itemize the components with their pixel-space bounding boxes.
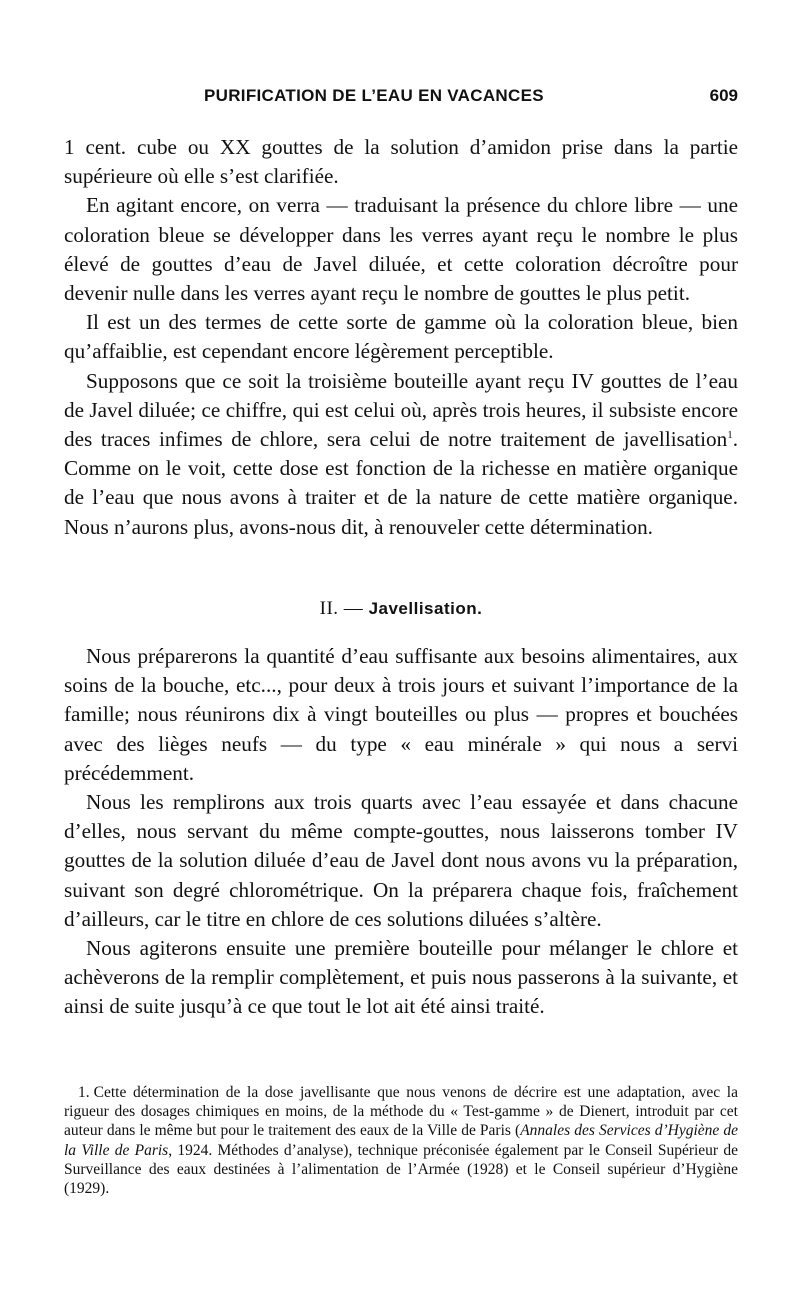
- footnote: [64, 1083, 738, 1198]
- paragraph-4-part-b: . Comme on le voit, cette dose est fonction de la richesse en matière organique de l’eau que nous avons à traiter et de la nature de cette matière organique. Nous n’aurons plus, avons-nous dit, à renouveler cette détermination.: [64, 427, 738, 539]
- running-header: [64, 86, 744, 116]
- footnote-citation: Annales des Services d’Hygiène de la Ville de Paris: [64, 1122, 738, 1159]
- section-title: Javellisation.: [368, 599, 483, 618]
- footnote-text-b: , 1924. Méthodes d’analyse), technique préconisée également par le Conseil Supérieur de Surveillance des eaux destinées à l’alimentation de l’Armée (1928) et le Conseil supérieur d’Hygiène (1929).: [64, 1141, 738, 1198]
- running-title: PURIFICATION DE L’EAU EN VACANCES: [204, 86, 544, 105]
- paragraph-7: Nous agiterons ensuite une première bouteille pour mélanger le chlore et achèverons de la remplir complètement, et puis nous passerons à la suivante, et ainsi de suite jusqu’à ce que tout le lot ait été ainsi traité.: [64, 936, 738, 1019]
- paragraph-2: En agitant encore, on verra — traduisant la présence du chlore libre — une coloration bleue se développer dans les verres ayant reçu le nombre le plus élevé de gouttes d’eau de Javel diluée, et cette coloration décroître pour devenir nulle dans les verres ayant reçu le nombre de gouttes le plus petit.: [64, 193, 738, 306]
- body-text-section-1: [64, 133, 738, 542]
- paragraph-4: [64, 367, 738, 542]
- footnote-reference: 1: [727, 428, 733, 441]
- paragraph-5: Nous préparerons la quantité d’eau suffisante aux besoins alimentaires, aux soins de la bouche, etc..., pour deux à trois jours et suivant l’importance de la famille; nous réunirons dix à vingt bouteilles ou plus — propres et bouchées avec des lièges neufs — du type « eau minérale » qui nous a servi précédemment.: [64, 644, 738, 785]
- footnote-mark: 1.: [78, 1084, 90, 1101]
- section-number: II. —: [319, 598, 364, 619]
- body-text-section-2: [64, 642, 738, 1022]
- paragraph-3: Il est un des termes de cette sorte de gamme où la coloration bleue, bien qu’affaiblie, est cependant encore légèrement perceptible.: [64, 310, 738, 364]
- section-heading: [64, 598, 738, 620]
- paragraph-4-part-a: Supposons que ce soit la troisième bouteille ayant reçu IV gouttes de l’eau de Javel diluée; ce chiffre, qui est celui où, après trois heures, il subsiste encore des traces infimes de chlore, sera celui de notre traitement de javellisation: [64, 368, 738, 452]
- footnote-text-a: Cette détermination de la dose javellisante que nous venons de décrire est une adaptation, avec la rigueur des dosages chimiques en moins, de la méthode du « Test-gamme » de Dienert, introduit par cet auteur dans le même but pour le traitement des eaux de la Ville de Paris (: [64, 1084, 738, 1140]
- paragraph-1: 1 cent. cube ou XX gouttes de la solution d’amidon prise dans la partie supérieure où elle s’est clarifiée.: [64, 135, 738, 189]
- paragraph-6: Nous les remplirons aux trois quarts avec l’eau essayée et dans chacune d’elles, nous servant du même compte-gouttes, nous laisserons tomber IV gouttes de la solution diluée d’eau de Javel dont nous avons vu la préparation, suivant son degré chlorométrique. On la préparera chaque fois, fraîchement d’ailleurs, car le titre en chlore de ces solutions diluées s’altère.: [64, 790, 738, 931]
- page-number: 609: [709, 86, 738, 105]
